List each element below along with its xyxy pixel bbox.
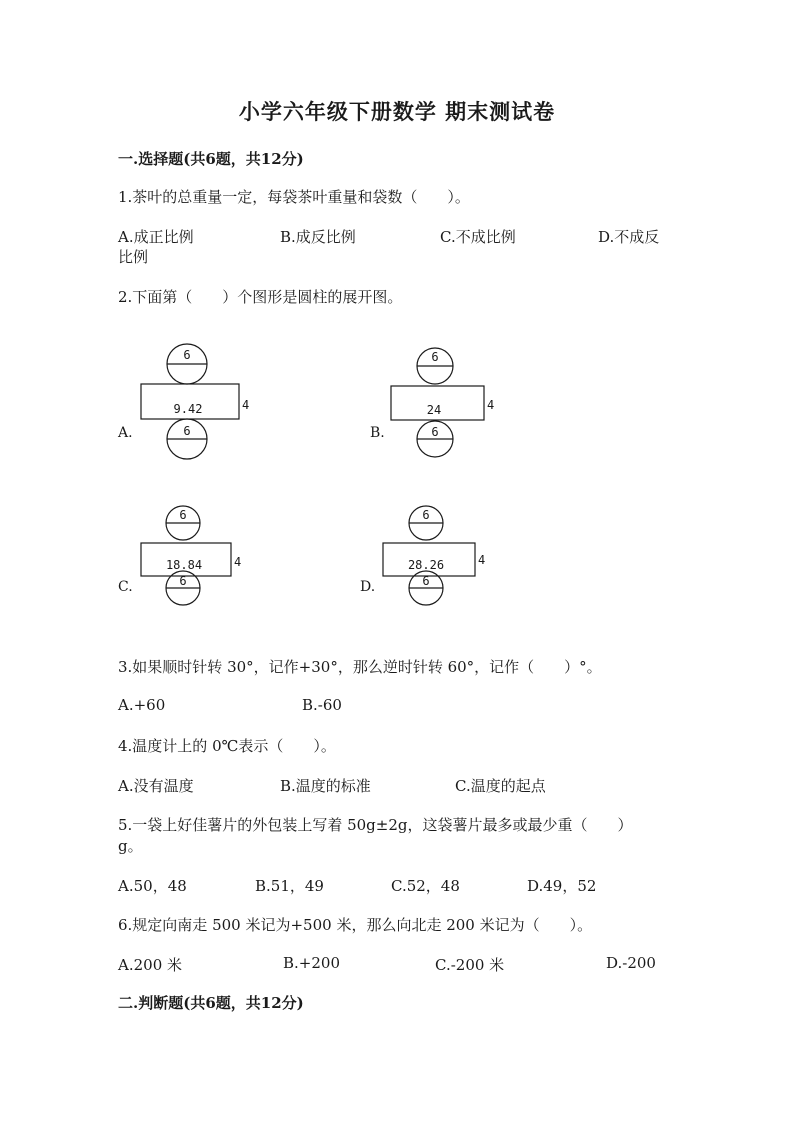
- q5-option-c: C.52，48: [391, 877, 460, 895]
- q1-option-d-continued: 比例: [118, 248, 149, 266]
- figure-c-top-diameter: 6: [179, 508, 187, 522]
- question-1: 1.茶叶的总重量一定，每袋茶叶重量和袋数（ ）。: [118, 188, 470, 206]
- page-title: 小学六年级下册数学 期末测试卷: [238, 99, 556, 124]
- figure-c-label: C.: [118, 579, 133, 595]
- question-6: 6.规定向南走 500 米记为+500 米，那么向北走 200 米记为（ ）。: [118, 916, 593, 934]
- figure-b-rect-height: 4: [487, 398, 495, 412]
- figure-b-net: [388, 347, 508, 467]
- q4-option-c: C.温度的起点: [455, 777, 546, 795]
- figure-a-rect-height: 4: [242, 398, 250, 412]
- figure-d-top-diameter: 6: [422, 508, 430, 522]
- question-3: 3.如果顺时针转 30°，记作+30°，那么逆时针转 60°，记作（ ）°。: [118, 658, 602, 676]
- question-2: 2.下面第（ ）个图形是圆柱的展开图。: [118, 288, 403, 306]
- figure-a-top-diameter: 6: [183, 348, 191, 362]
- q5-option-b: B.51，49: [255, 877, 324, 895]
- figure-a-net: [138, 343, 258, 463]
- q6-option-a: A.200 米: [118, 956, 182, 974]
- figure-b-label: B.: [370, 425, 385, 441]
- q6-option-b: B.+200: [283, 954, 340, 972]
- question-5-continued: g。: [118, 837, 143, 855]
- figure-b-top-diameter: 6: [431, 350, 439, 364]
- figure-c-rect-length: 18.84: [165, 558, 203, 572]
- figure-a-rect-length: 9.42: [173, 402, 203, 416]
- section-heading-true-false: 二.判断题(共6题，共12分): [118, 994, 304, 1012]
- q3-option-b: B.-60: [302, 696, 342, 714]
- figure-d-label: D.: [360, 579, 376, 595]
- question-4: 4.温度计上的 0℃表示（ ）。: [118, 737, 336, 755]
- figure-a-label: A.: [118, 425, 133, 441]
- q6-option-c: C.-200 米: [435, 956, 505, 974]
- figure-d-bottom-diameter: 6: [422, 574, 430, 588]
- figure-d-net: [380, 506, 500, 606]
- section-heading-choice: 一.选择题(共6题，共12分): [118, 150, 304, 168]
- q5-option-a: A.50，48: [118, 877, 187, 895]
- q6-option-d: D.-200: [606, 954, 656, 972]
- figure-c-rect-height: 4: [234, 555, 242, 569]
- question-5: 5.一袋上好佳薯片的外包装上写着 50g±2g，这袋薯片最多或最少重（ ）: [118, 816, 633, 834]
- figure-d-rect-height: 4: [478, 553, 486, 567]
- figure-c-net: [138, 506, 258, 606]
- figure-b-bottom-diameter: 6: [431, 425, 439, 439]
- q4-option-a: A.没有温度: [118, 777, 194, 795]
- q5-option-d: D.49，52: [527, 877, 597, 895]
- q1-option-c: C.不成比例: [440, 228, 516, 246]
- figure-b-rect-length: 24: [426, 403, 442, 417]
- q1-option-a: A.成正比例: [118, 228, 194, 246]
- figure-d-rect-length: 28.26: [407, 558, 445, 572]
- q1-option-d: D.不成反: [598, 228, 660, 246]
- q3-option-a: A.+60: [118, 696, 166, 714]
- q1-option-b: B.成反比例: [280, 228, 356, 246]
- figure-c-bottom-diameter: 6: [179, 574, 187, 588]
- q4-option-b: B.温度的标准: [280, 777, 371, 795]
- figure-a-bottom-diameter: 6: [183, 424, 191, 438]
